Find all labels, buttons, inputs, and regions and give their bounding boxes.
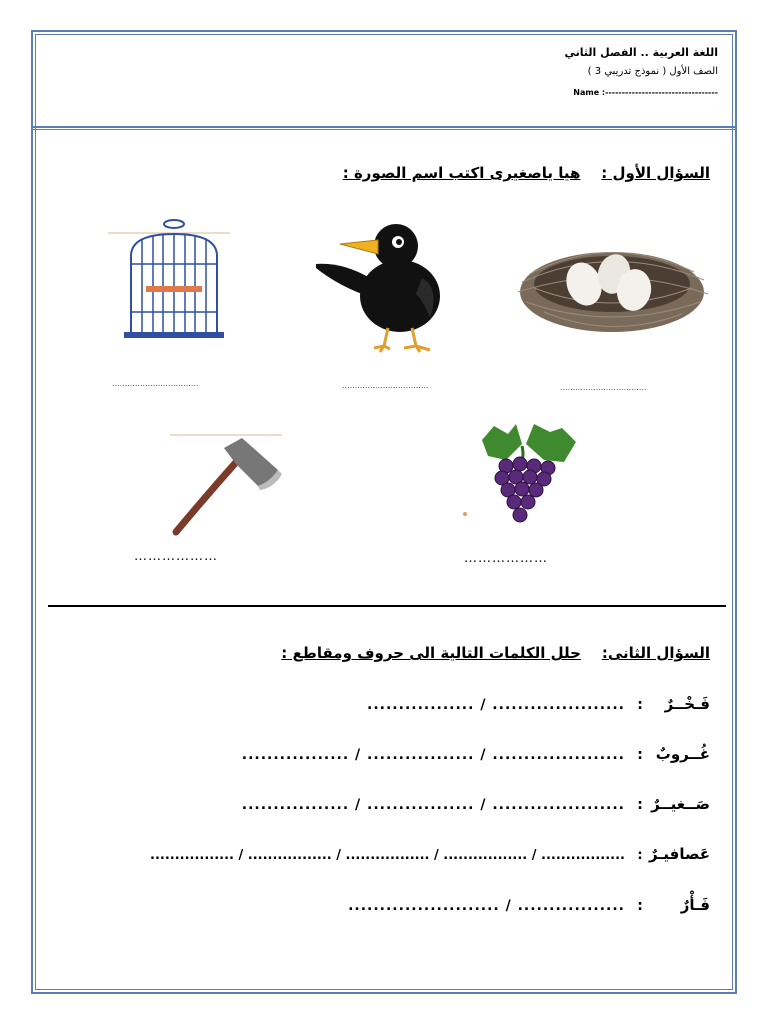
section-divider	[48, 605, 726, 607]
row-colon: :	[637, 797, 643, 813]
analysis-answer[interactable]: ................. / ................. / ................. / ................. / .................	[150, 848, 625, 863]
analysis-word: فَـخْــرٌ	[664, 695, 710, 713]
header-divider	[33, 126, 735, 130]
analysis-answer[interactable]: ................. / ........................	[348, 898, 625, 914]
analysis-answer[interactable]: ..................... / .................	[367, 697, 625, 713]
analysis-word: عَصافيـرٌ	[648, 845, 710, 863]
answer-blank-grapes[interactable]: ………………	[464, 551, 548, 566]
answer-blank-crow[interactable]: ..................................	[342, 381, 429, 390]
row-colon: :	[637, 848, 643, 863]
answer-blank-nest[interactable]: ..................................	[560, 383, 647, 392]
analysis-word: غُــروبٌ	[655, 745, 710, 763]
grapes-icon	[462, 420, 582, 530]
analysis-row-2	[242, 745, 710, 763]
question2-label: السؤال الثانى:	[601, 644, 710, 662]
analysis-row-3	[242, 795, 710, 813]
crow-icon	[312, 218, 447, 358]
analysis-row-4	[150, 845, 710, 863]
analysis-answer[interactable]: ..................... / ................. / .................	[241, 797, 625, 813]
question2-text: حلل الكلمات التالية الى حروف ومقاطع :	[281, 644, 581, 662]
analysis-word: صَــغيــرٌ	[651, 795, 710, 813]
grade-subtitle: الصف الأول ( نموذج تدريبي 3 )	[587, 66, 718, 77]
subject-title: اللغة العربية .. الفصل الثاني	[564, 46, 718, 59]
answer-blank-cage[interactable]: ..................................	[112, 379, 199, 388]
question1-text: هيا ياصغيرى اكتب اسم الصورة :	[342, 164, 581, 182]
analysis-row-5	[348, 896, 710, 914]
row-colon: :	[637, 898, 643, 914]
question1-heading	[343, 164, 710, 182]
analysis-row-1	[367, 695, 710, 713]
axe-icon	[166, 434, 286, 536]
answer-blank-axe[interactable]: ………………	[134, 549, 218, 564]
cage-icon	[106, 216, 232, 342]
analysis-answer[interactable]: ..................... / ................. / .................	[241, 747, 625, 763]
analysis-word: فَـأْرٌ	[680, 896, 710, 914]
question1-label: السؤال الأول :	[601, 164, 710, 182]
question2-heading	[281, 644, 710, 662]
nest-icon	[514, 222, 710, 340]
name-field[interactable]: Name :----------------------------------	[573, 88, 718, 97]
row-colon: :	[637, 747, 643, 763]
row-colon: :	[637, 697, 643, 713]
